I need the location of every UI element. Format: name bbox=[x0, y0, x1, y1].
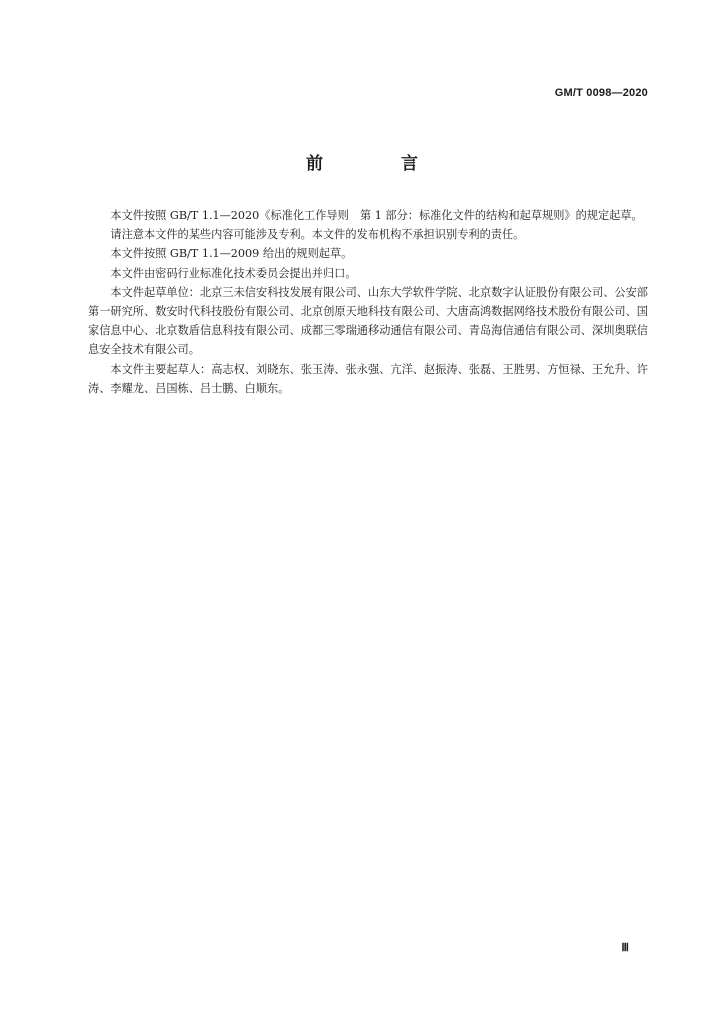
paragraph-drafting-rule: 本文件按照 GB/T 1.1—2020《标准化工作导则 第 1 部分：标准化文件的结构和起草规则》的规定起草。 bbox=[110, 209, 643, 222]
paragraph-drafting-units: 本文件起草单位：北京三未信安科技发展有限公司、山东大学软件学院、北京数字认证股份有限公司、公安部第一研究所、数安时代科技股份有限公司、北京创原天地科技有限公司、大唐高鸿数据网络技术股份有限公司、国家信息中心、北京数盾信息科技有限公司、成都三零瑞通移动通信有限公司、青岛海信通信有限公司、深圳奥联信息安全技术有限公司。 bbox=[88, 285, 648, 357]
page-number: Ⅲ bbox=[621, 942, 629, 954]
paragraph-drafters: 本文件主要起草人：高志权、刘晓东、张玉涛、张永强、亢洋、赵振涛、张磊、王胜男、方恒禄、王允升、许涛、李耀龙、吕国栋、吕士鹏、白顺东。 bbox=[88, 362, 648, 395]
paragraph-drafting-basis: 本文件按照 GB/T 1.1—2009 给出的规则起草。 bbox=[110, 247, 353, 261]
paragraph-patent-notice: 请注意本文件的某些内容可能涉及专利。本文件的发布机构不承担识别专利的责任。 bbox=[110, 228, 525, 242]
standard-number: GM/T 0098—2020 bbox=[554, 87, 648, 99]
page-title: 前 言 bbox=[306, 154, 454, 174]
paragraph-proposer: 本文件由密码行业标准化技术委员会提出并归口。 bbox=[110, 266, 357, 280]
foreword-body bbox=[88, 206, 648, 398]
